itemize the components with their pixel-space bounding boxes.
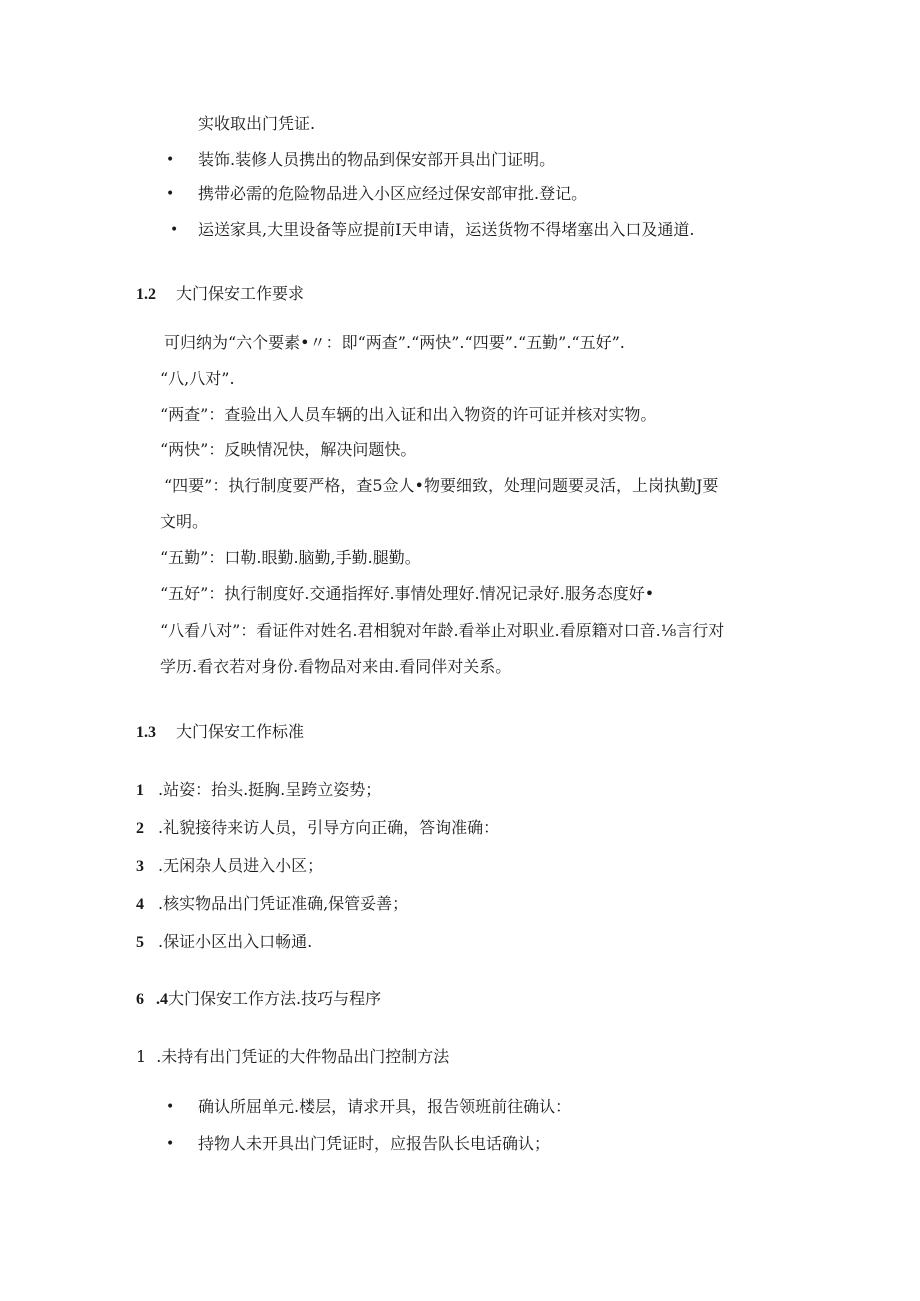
item-number: 3: [136, 858, 144, 875]
item-text: .无闲杂人员进入小区；: [158, 856, 324, 875]
bullet-item: 持物人未开具出门凭证时，应报告队长电话确认；: [198, 1134, 551, 1153]
item-number: 2: [136, 820, 144, 837]
standard-item: [136, 779, 381, 802]
paragraph-line: 可归纳为“六个要素•〃：即“两查”.“两快”.“四要”.“五勤”.“五好”.: [164, 333, 625, 352]
section-title: 大门保安工作方法.技巧与程序: [168, 989, 382, 1008]
standard-item: [136, 855, 323, 878]
paragraph-line: “八,八对”.: [160, 369, 235, 388]
item-number: 1: [136, 782, 144, 799]
item-number: 1: [136, 1047, 147, 1066]
bullet-item: 运送家具,大里设备等应提前I天申请，运送货物不得堵塞出入口及通道.: [198, 220, 695, 239]
section-heading-1-4: [136, 988, 381, 1011]
item-text: .核实物品出门凭证准确,保管妥善；: [158, 894, 409, 913]
item-number: 4: [136, 896, 144, 913]
paragraph-line: “四要”：执行制度要严格，查5佥人•物要细致，处理问题要灵活，上岗执勤J要: [164, 476, 719, 495]
item-text: .站姿：抬头.挺胸.呈跨立姿势；: [158, 780, 382, 799]
item-text: .礼貌接待来访人员，引导方向正确，答询准确：: [158, 818, 500, 837]
section-number-suffix: .4: [156, 991, 168, 1008]
section-title: 大门保安工作要求: [176, 284, 305, 303]
paragraph-line: “两快”：反映情况快，解决问题快。: [160, 440, 417, 459]
continuation-text: 实收取出门凭证.: [198, 114, 316, 133]
paragraph-line: 学历.看衣若对身份.看物品对来由.看同伴对关系。: [160, 657, 512, 676]
section-heading-1-2: [136, 283, 304, 306]
standard-item: [136, 893, 408, 916]
bullet-item: 确认所屈单元.楼层，请求开具，报告领班前往确认：: [198, 1097, 572, 1116]
bullet-dot-icon: •: [166, 1136, 175, 1152]
item-text: .未持有出门凭证的大件物品出门控制方法: [156, 1047, 450, 1066]
section-title: 大门保安工作标准: [176, 722, 305, 741]
section-number: 6: [136, 991, 144, 1008]
section-heading-1-3: [136, 721, 304, 744]
bullet-dot-icon: •: [170, 222, 179, 238]
subsection-heading: [136, 1046, 449, 1068]
paragraph-line: “八看八对”：看证件对姓名.君相貌对年龄.看举止对职业.看原籍对口音.⅛言行对: [160, 621, 725, 640]
bullet-item: 携带必需的危险物品进入小区应经过保安部审批.登记。: [198, 184, 588, 203]
paragraph-line: “五勤”：口勒.眼勤.脑勤,手勤.腿勤。: [160, 548, 421, 567]
paragraph-line: “两查”：查验出入人员车辆的出入证和出入物资的许可证并核对实物。: [160, 405, 657, 424]
paragraph-line: “五好”：执行制度好.交通指挥好.事情处理好.情况记录好.服务态度好•: [160, 584, 655, 603]
item-number: 5: [136, 934, 144, 951]
standard-item: [136, 931, 312, 954]
section-number: 1.2: [136, 286, 156, 303]
bullet-item: 装饰.装修人员携出的物品到保安部开具出门证明。: [198, 150, 556, 169]
bullet-dot-icon: •: [166, 1099, 175, 1115]
standard-item: [136, 817, 499, 840]
section-number: 1.3: [136, 724, 156, 741]
item-text: .保证小区出入口畅通.: [158, 932, 313, 951]
bullet-dot-icon: •: [166, 186, 175, 202]
bullet-dot-icon: •: [166, 152, 175, 168]
paragraph-line: 文明。: [160, 512, 209, 531]
